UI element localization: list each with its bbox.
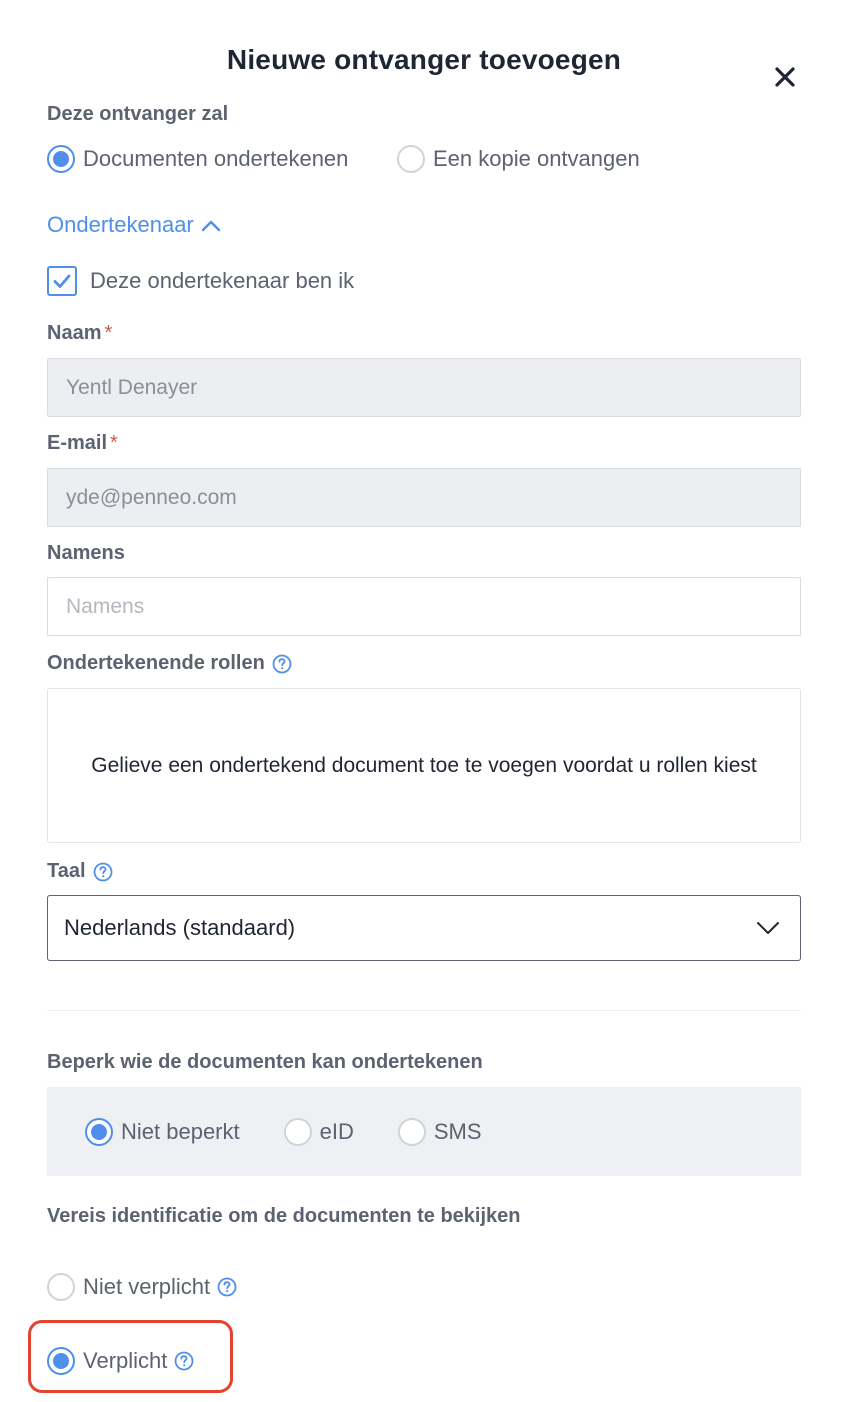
highlight-annotation — [28, 1320, 233, 1393]
radio-sms-control[interactable] — [398, 1118, 426, 1146]
radio-eid-label[interactable]: eID — [319, 1118, 354, 1144]
email-input[interactable] — [47, 468, 801, 527]
radio-receive-copy-label[interactable]: Een kopie ontvangen — [433, 146, 640, 171]
self-signer-checkbox[interactable] — [47, 266, 77, 296]
radio-sign-documents[interactable] — [47, 145, 348, 173]
radio-not-required-label[interactable]: Niet verplicht — [83, 1274, 211, 1299]
signing-roles-label — [47, 652, 292, 675]
checkmark-icon — [49, 268, 75, 294]
help-icon[interactable] — [272, 654, 292, 674]
radio-eid-control[interactable] — [284, 1118, 312, 1146]
language-label-text: Taal — [47, 860, 86, 882]
signing-roles-message: Gelieve een ondertekend document toe te voegen voordat u rollen kiest — [91, 753, 757, 777]
identification-label: Vereis identificatie om de documenten te bekijken — [47, 1205, 521, 1227]
name-label — [47, 322, 112, 345]
restrict-options — [47, 1087, 801, 1176]
radio-eid[interactable] — [284, 1118, 354, 1146]
name-input[interactable] — [47, 358, 801, 417]
radio-required-label[interactable]: Verplicht — [83, 1348, 168, 1373]
signing-roles-box — [47, 688, 801, 843]
language-label — [47, 860, 113, 883]
recipient-type-label: Deze ontvanger zal — [47, 103, 229, 125]
chevron-down-icon[interactable] — [756, 921, 780, 935]
email-label-text: E-mail — [47, 432, 108, 454]
restrict-label: Beperk wie de documenten kan ondertekenen — [47, 1051, 483, 1073]
radio-not-restricted-control[interactable] — [85, 1118, 113, 1146]
radio-receive-copy-control[interactable] — [397, 145, 425, 173]
radio-not-restricted[interactable] — [85, 1118, 240, 1146]
language-select[interactable] — [47, 895, 801, 961]
email-label — [47, 432, 118, 455]
page-title: Nieuwe ontvanger toevoegen — [226, 44, 622, 75]
self-signer-label[interactable]: Deze ondertekenaar ben ik — [90, 268, 355, 293]
radio-sign-documents-label[interactable]: Documenten ondertekenen — [83, 146, 349, 171]
on-behalf-label: Namens — [47, 542, 125, 564]
help-icon[interactable] — [93, 862, 113, 882]
signing-roles-label-text: Ondertekenende rollen — [47, 652, 265, 674]
language-select-value[interactable]: Nederlands (standaard) — [64, 915, 296, 940]
required-marker: * — [104, 322, 113, 344]
required-marker: * — [110, 432, 118, 454]
signer-section-label[interactable]: Ondertekenaar — [47, 212, 194, 237]
radio-sign-documents-control[interactable] — [47, 145, 75, 173]
help-icon[interactable] — [217, 1277, 237, 1297]
close-icon[interactable] — [770, 62, 800, 92]
radio-not-required[interactable] — [47, 1273, 237, 1301]
name-label-text: Naam — [47, 322, 102, 344]
radio-sms-label[interactable]: SMS — [433, 1118, 482, 1144]
radio-sms[interactable] — [398, 1118, 482, 1146]
on-behalf-input[interactable] — [47, 577, 801, 636]
signer-section-toggle[interactable] — [47, 212, 222, 238]
section-divider — [47, 1010, 801, 1011]
radio-receive-copy[interactable] — [397, 145, 640, 173]
close-button[interactable] — [770, 62, 800, 92]
radio-not-required-control[interactable] — [47, 1273, 75, 1301]
radio-not-restricted-label[interactable]: Niet beperkt — [121, 1118, 240, 1144]
chevron-up-icon[interactable] — [200, 218, 222, 232]
